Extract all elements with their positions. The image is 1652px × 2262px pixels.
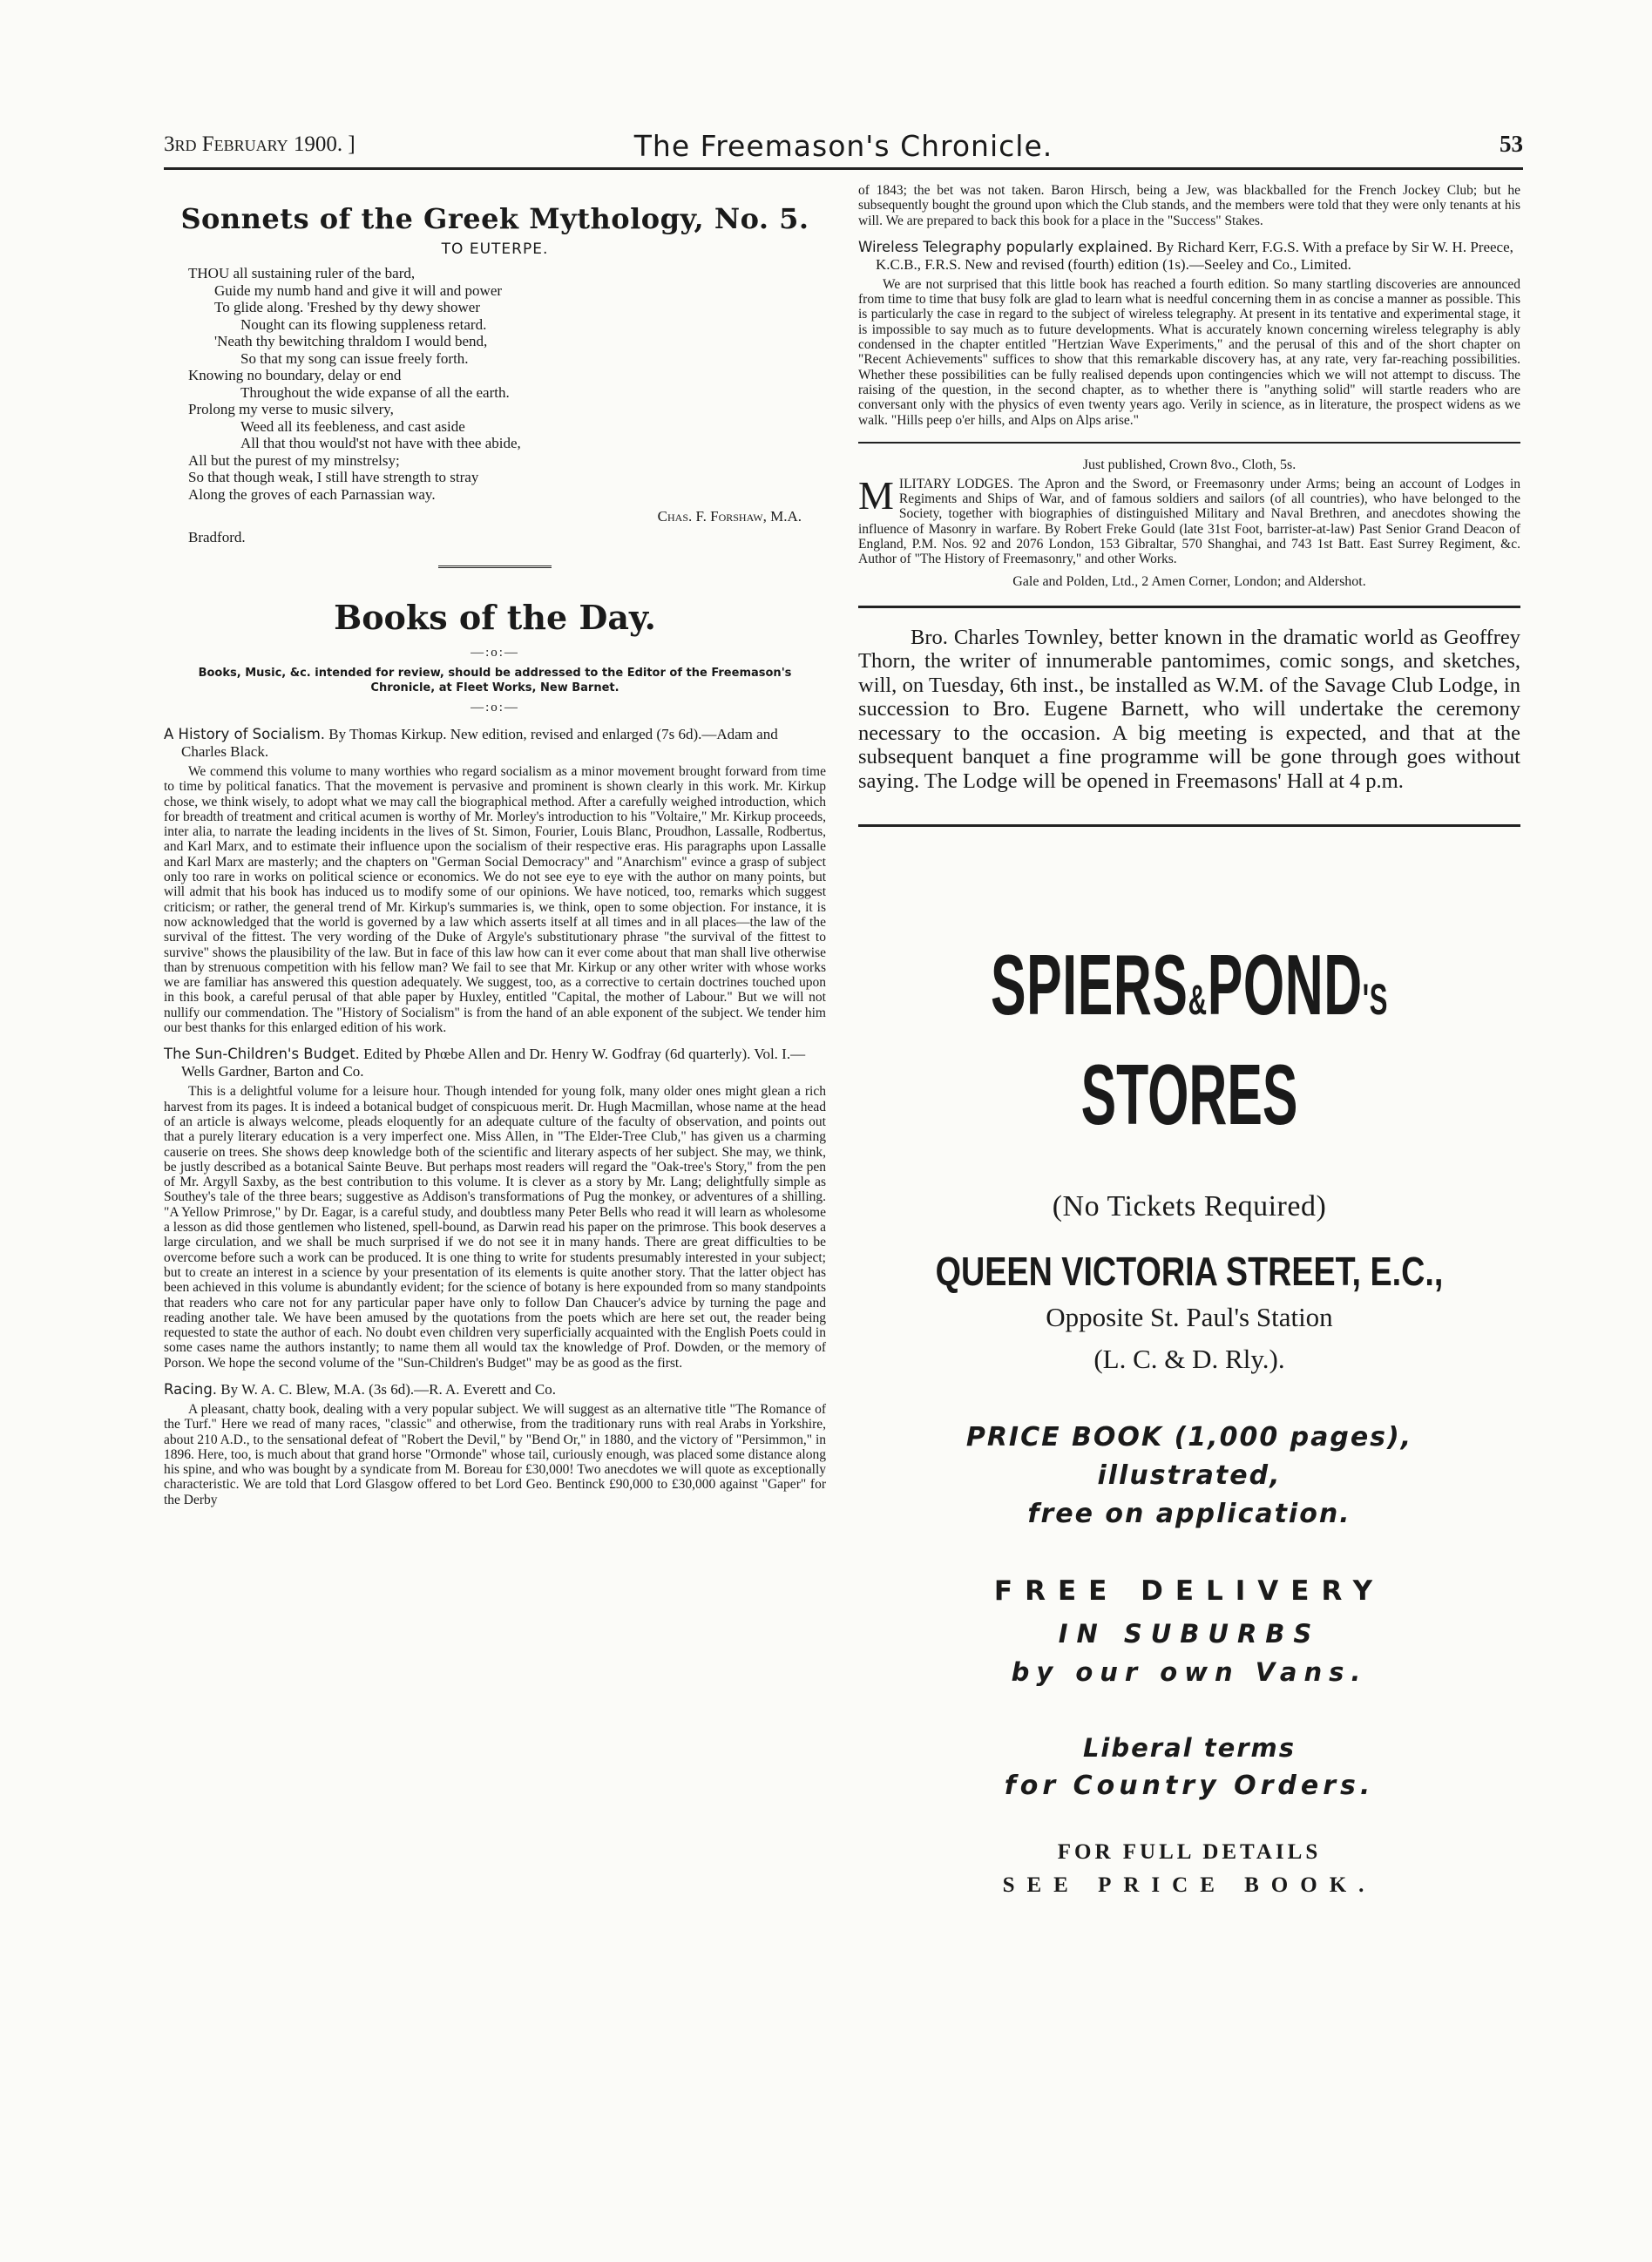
review-wireless [858,239,1520,428]
advert-no-tickets: (No Tickets Required) [1052,1190,1327,1223]
poem-line: To glide along. 'Freshed by thy dewy shower [214,299,480,315]
review-body: This is a delightful volume for a leisure hour. Though intended for young folk, many older ones might glean a rich harvest from its pages. It is indeed a botanical budget of conspicuous merit. Dr. Hugh Macmillan, whose name at the head of an article is always welcome, pleads eloquently for an adequate culture of the faculty of observation, and points out that a purely literary education is a very imperfect one. Miss Allen, in "The Elder-Tree Club," has given us a charming causerie on trees. She shows deep knowledge both of the scientific and literary aspects of her subject. She may, we think, be justly described as a botanical Sainte Beuve. But perhaps most readers will regard the "Oak-tree's Story," from the pen of Mr. Argyll Saxby, as the best contribution to this volume. It is clever as a story by Mr. Lang; delightfully simple as Southey's tale of the three bears; suggestive as Addison's transformations of Pug the monkey, or adventures of a shilling. "A Yellow Primrose," by Dr. Eagar, is a careful study, and doubtless many Peter Bells who read it will learn as wholesome a lesson as did those gentlemen who listened, spell-bound, as Darwin read his paper on the primrose. This book deserves a large circulation, and we shall be much surprised if we do not see it in many hands. There are great difficulties to be overcome before such a work can be produced. It is one thing to write for students presumably interested in your subject; but to create an interest in a science by your presentation of its elements is quite another story. That the latter object has been achieved in this volume is abundantly evident; for the science of botany is here expounded from so many standpoints that readers who care not for any particular paper have only to follow Dan Chaucer's advice by turning the page and reading another tale. We have been amused by the quotations from the poets which are here set out, the reader being requested to state the author of each. No doubt even children very superficially acquainted with the English Poets could in some cases name the authors instantly; to name them all would tax the knowledge of Prof. Dowden, or the memory of Porson. We hope the second volume of the "Sun-Children's Budget" may be as good as the first. [164,1084,826,1371]
review-heading [164,1046,826,1080]
books-separator: —:o:— [471,646,519,660]
review-heading [858,239,1520,274]
spiers-pond-advert [858,937,1520,1898]
poem-line: Throughout the wide expanse of all the earth. [240,383,510,401]
header-date: 3rd February 1900. ] [164,132,355,156]
advert-vans: by our own Vans. [1011,1657,1368,1688]
advert-price-book: PRICE BOOK (1,000 pages), [965,1422,1413,1453]
advert-ampersand: & [1188,978,1208,1025]
sonnet-signature: Chas. F. Forshaw, M.A. [657,508,802,525]
review-title: The Sun-Children's Budget. [164,1046,360,1063]
poem-line: Along the groves of each Parnassian way. [188,485,436,503]
review-racing [164,1381,826,1507]
advert-see-price-book: SEE PRICE BOOK. [1002,1873,1377,1898]
review-title: Racing. [164,1380,218,1398]
review-title: A History of Socialism. [164,726,326,742]
advert-store-name [984,937,1394,1046]
section-divider [438,566,552,572]
review-details: By W. A. C. Blew, M.A. (3s 6d).—R. A. Everett and Co. [217,1380,556,1398]
poem-line: All but the purest of my minstrelsy; [188,451,400,469]
advert-free-application: free on application. [1027,1499,1351,1530]
rule [858,442,1520,444]
advert-name-suffix: 'S [1362,975,1389,1025]
header-rule [164,167,1523,170]
advert-stores: STORES [1080,1046,1298,1143]
page-number: 53 [1500,131,1523,157]
sonnet-place: Bradford. [188,529,246,545]
books-heading: Books of the Day. [334,598,656,637]
header-title: The Freemason's Chronicle. [633,129,1053,163]
advert-free-delivery: FREE DELIVERY [993,1575,1385,1608]
review-body: We commend this volume to many worthies who regard socialism as a minor movement brought forward from time to time by political fanatics. That the movement is pervasive and prominent is shown clearly in this work. Mr. Kirkup chose, we think wisely, to adopt what we may call the biographical method. After a carefully weighed introduction, which for breadth of treatment and critical acumen is worthy of Mr. Morley's introduction to his "Voltaire," Mr. Kirkup proceeds, inter alia, to narrate the leading incidents in the lives of St. Simon, Fourier, Louis Blanc, Proudhon, Lassalle, Rodbertus, and Karl Marx, and to estimate their influence upon the socialism of their respective eras. His paragraphs upon Lassalle and Karl Marx are masterly; and the chapters on "German Social Democracy" and "Anarchism" evince a grasp of subject only too rare in works on political science or economics. We do not see eye to eye with the author on many points, but will admit that his book has induced us to modify some of our opinions. We have noticed, too, remarks which suggest criticism; or rather, the general trend of Mr. Kirkup's summaries is, we think, open to some objection. For instance, it is now acknowledged that the world is governed by a law which asserts itself at all times and in all places—the law of the survival of the fittest. The very wording of the Duke of Argyle's substitutionary phrase "the survival of the fittest to survive" shows the plausibility of the law. But in face of this law how can it ever come about that man shall live otherwise than by strenuous competition with his fellow man? We fail to see that Mr. Kirkup or any other writer with whose works we are familiar has answered this question adequately. We suggest, too, as a corrective to certain doctrines touched upon in this book, a careful perusal of that able paper by Huxley, entitled "Capital, the mother of Labour." But we will not nullify our commendation. The "History of Socialism" is from the hand of an able exponent of the subject. We tender him our best thanks for this enlarged edition of his work. [164,764,826,1036]
sonnet-subtitle: TO EUTERPE. [441,240,549,258]
poem-line: Knowing no boundary, delay or end [188,367,402,383]
advert-name-a: SPIERS [990,937,1188,1033]
advert-railway: (L. C. & D. Rly.). [1093,1344,1285,1375]
sonnet-poem [188,265,826,503]
left-column [164,183,826,1507]
poem-line: 'Neath thy bewitching thraldom I would bend, [214,333,488,349]
poem-line: So that though weak, I still have strength to stray [188,469,479,485]
military-lodges-ad [858,457,1520,590]
advert-opposite: Opposite St. Paul's Station [1046,1302,1333,1333]
news-paragraph: Bro. Charles Townley, better known in the dramatic world as Geoffrey Thorn, the writer of innumerable pantomimes, comic songs, and sketches, will, on Tuesday, 6th inst., be installed as W.M. of the Savage Club Lodge, in succession to Bro. Eugene Barnett, who will undertake the ceremony necessary to the occasion. A big meeting is expected, and that at the subsequent banquet a fine programme will be gone through goes without saying. The Lodge will be opened in Freemasons' Hall at 4 p.m. [858,625,1520,793]
poem-line: Prolong my verse to music silvery, [188,401,394,417]
poem-line: So that my song can issue freely forth. [240,349,469,367]
review-details: Edited by Phœbe Allen and Dr. Henry W. Godfray (6d quarterly). Vol. I.—Wells Gardner, Barton and Co. [181,1046,806,1080]
review-details: By Thomas Kirkup. New edition, revised and enlarged (7s 6d).—Adam and Charles Black. [181,726,778,760]
drop-cap: M [858,472,894,518]
review-title: Wireless Telegraphy popularly explained. [858,238,1154,255]
review-heading [164,726,826,761]
right-column [858,183,1520,1898]
advert-suburbs: IN SUBURBS [1058,1619,1321,1649]
review-details: By Richard Kerr, F.G.S. With a preface by Sir W. H. Preece, K.C.B., F.R.S. New and revised (fourth) edition (1s).—Seeley and Co., Limited. [876,238,1513,273]
rule [858,606,1520,608]
military-lodges-text [858,472,1520,567]
sonnet-heading: Sonnets of the Greek Mythology, No. 5. [180,202,809,235]
advert-liberal-terms: Liberal terms [1082,1733,1297,1764]
military-body: ILITARY LODGES. The Apron and the Sword, or Freemasonry under Arms; being an account of Lodges in Regiments and Ships of War, and of famous soldiers and sailors (of all countries), who have belonged to the Society, together with biographies of distinguished Military and Naval Brethren, and anecdotes showing the influence of Masonry in warfare. By Robert Freke Gould (late 31st Foot, barrister-at-law) Past Senior Grand Deacon of England, P.M. Nos. 92 and 2076 London, 153 Gibraltar, 570 Shanghai, and 743 1st Batt. East Surrey Regiment, &c. Author of "The History of Freemasonry," and other Works. [858,476,1520,567]
publisher-line: Gale and Polden, Ltd., 2 Amen Corner, London; and Aldershot. [1012,573,1366,589]
advert-illustrated: illustrated, [1097,1460,1282,1492]
poem-line: All that thou would'st not have with thee abide, [240,435,521,451]
review-body: A pleasant, chatty book, dealing with a very popular subject. We will suggest as an alternative title "The Romance of the Turf." Here we read of many races, "classic" and otherwise, from the traditionary runs with real Arabs in Yorkshire, about 210 A.D., to the sensational defeat of "Robert the Devil," by "Bend Or," in 1880, and the victory of "Persimmon," in 1896. Here, too, is much about that grand horse "Ormonde" whose tail, curiously enough, was placed some distance along his spine, and who was bought by a syndicate from M. Boreau for £30,000! Two anecdotes we will quote as exceptionally characteristic. We are told that Lord Glasgow offered to bet Lord Geo. Bentinck £90,000 to £30,000 against "Gaper" for the Derby [164,1401,826,1507]
review-socialism [164,726,826,1035]
review-heading [164,1381,826,1399]
published-note: Just published, Crown 8vo., Cloth, 5s. [1082,457,1297,472]
rule [858,824,1520,827]
poem-line: THOU all sustaining ruler of the bard, [188,265,416,281]
books-notice: Books, Music, &c. intended for review, should be addressed to the Editor of the Freemason's Chronicle, at Fleet Works, New Barnet. [198,667,792,694]
review-sun-children [164,1046,826,1371]
poem-line: Nought can its flowing suppleness retard. [240,315,487,333]
advert-name-b: POND [1207,937,1363,1033]
page-header [164,129,1523,166]
books-separator-2: —:o:— [471,701,519,714]
advert-full-details: FOR FULL DETAILS [1057,1840,1322,1865]
advert-street: QUEEN VICTORIA STREET, E.C., [935,1249,1444,1295]
advert-country-orders: for Country Orders. [1004,1771,1375,1802]
review-body: We are not surprised that this little book has reached a fourth edition. So many startling discoveries are announced from time to time that busy folk are glad to learn what is needful concerning them in as concise a manner as possible. This is particularly the case in regard to the subject of wireless telegraphy. At present in its tentative and experimental stage, it is impossible to say much as to future developments. What is accurately known concerning wireless telegraphy is ably condensed in the chapter entitled "Hertzian Wave Experiments," and the perusal of this and of the short chapter on "Recent Achievements" suffices to show that this remarkable discovery has, at any rate, very far-reaching possibilities. Whether these possibilities can be fully realised depends upon contingencies which we will not attempt to discuss. The raising of the question, in the second chapter, as to whether there is "anything solid" will startle readers who are conversant only with the physics of even twenty years ago. Verily in science, as in literature, the prospect widens as we walk. "Hills peep o'er hills, and Alps on Alps arise." [858,276,1520,428]
poem-line: Guide my numb hand and give it will and power [214,281,503,299]
poem-line: Weed all its feebleness, and cast aside [240,417,465,435]
racing-continued: of 1843; the bet was not taken. Baron Hirsch, being a Jew, was blackballed for the French Jockey Club; but he subsequently bought the ground upon which the Club stands, and the members were told that they were only tenants at his will. We are prepared to back this book for a place in the "Success" Stakes. [858,183,1520,228]
